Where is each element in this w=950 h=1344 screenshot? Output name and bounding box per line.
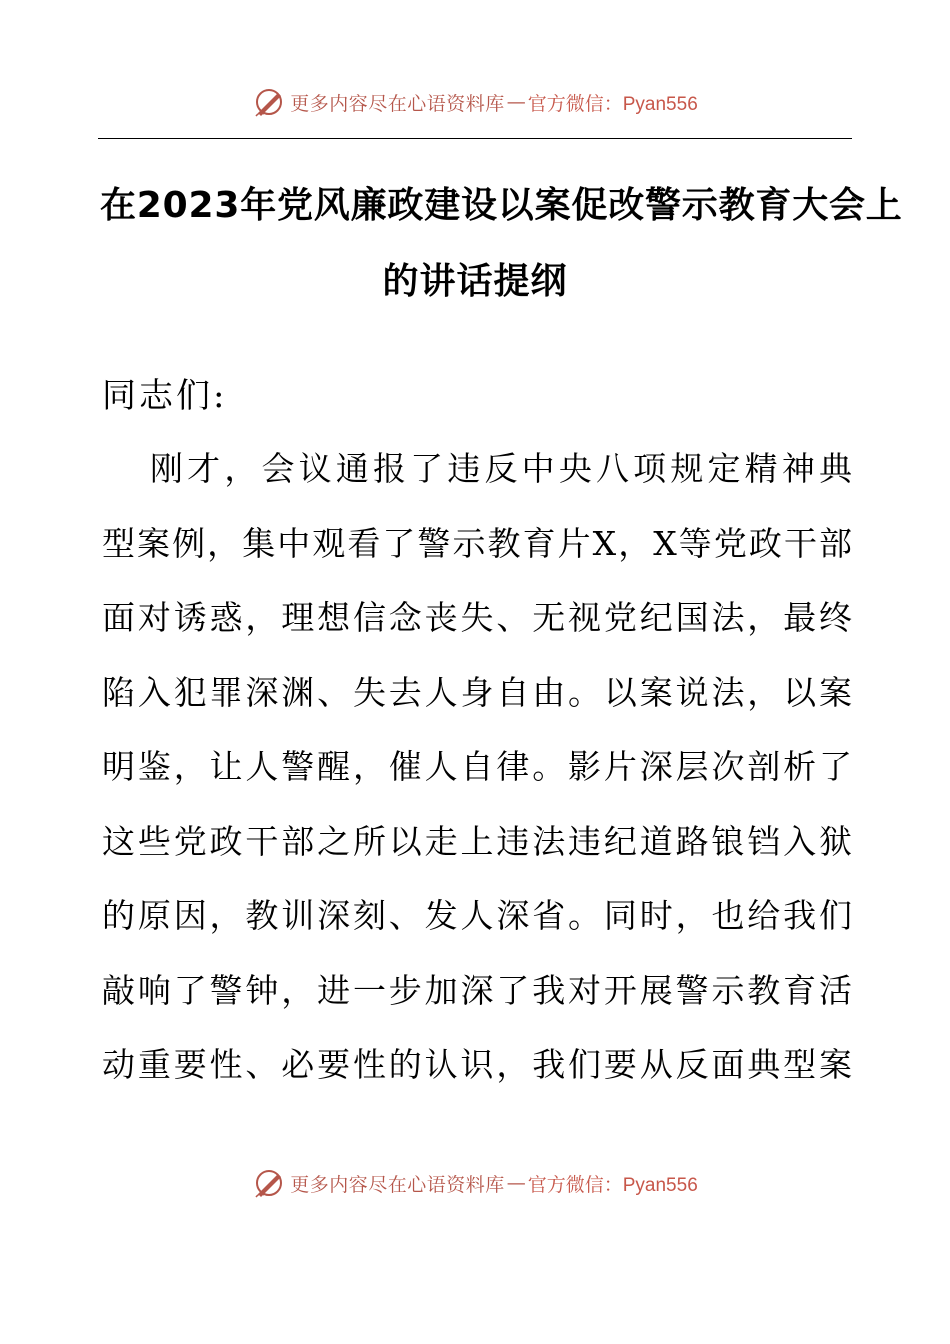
watermark-account-text: 官方微信：Pyan556 bbox=[527, 93, 698, 115]
body-line: 陷入犯罪深渊、失去人身自由。以案说法，以案 bbox=[102, 672, 852, 712]
footer-watermark bbox=[0, 1163, 950, 1203]
header-watermark bbox=[0, 82, 950, 122]
body-line: 这些党政干部之所以走上违法违纪道路锒铛入狱 bbox=[102, 821, 852, 861]
title-line-1: 在2023年党风廉政建设以案促改警示教育大会上 bbox=[100, 185, 903, 226]
body-line: 型案例，集中观看了警示教育片X，X等党政干部 bbox=[102, 523, 852, 563]
watermark-separator: — bbox=[506, 1172, 526, 1194]
body-line: 刚才，会议通报了违反中央八项规定精神典 bbox=[150, 449, 852, 488]
header-divider bbox=[98, 138, 852, 139]
pen-circle-logo-icon bbox=[252, 1166, 286, 1200]
title-line-2: 的讲话提纲 bbox=[382, 261, 568, 302]
pen-circle-logo-icon bbox=[252, 85, 286, 119]
body-paragraph bbox=[102, 432, 852, 1103]
salutation: 同志们: bbox=[102, 376, 228, 416]
body-line: 敲响了警钟，进一步加深了我对开展警示教育活 bbox=[102, 970, 852, 1010]
document-title bbox=[100, 168, 903, 320]
body-line: 面对诱惑，理想信念丧失、无视党纪国法，最终 bbox=[102, 598, 852, 637]
watermark-brand-text: 更多内容尽在心语资料库 bbox=[290, 92, 505, 115]
watermark-brand-text: 更多内容尽在心语资料库 bbox=[290, 1173, 505, 1196]
body-line: 的原因，教训深刻、发人深省。同时，也给我们 bbox=[102, 896, 852, 935]
body-line: 动重要性、必要性的认识，我们要从反面典型案 bbox=[102, 1045, 852, 1084]
body-line: 明鉴，让人警醒，催人自律。影片深层次剖析了 bbox=[102, 747, 852, 786]
watermark-account-text: 官方微信：Pyan556 bbox=[527, 1174, 698, 1196]
watermark-separator: — bbox=[506, 91, 526, 113]
